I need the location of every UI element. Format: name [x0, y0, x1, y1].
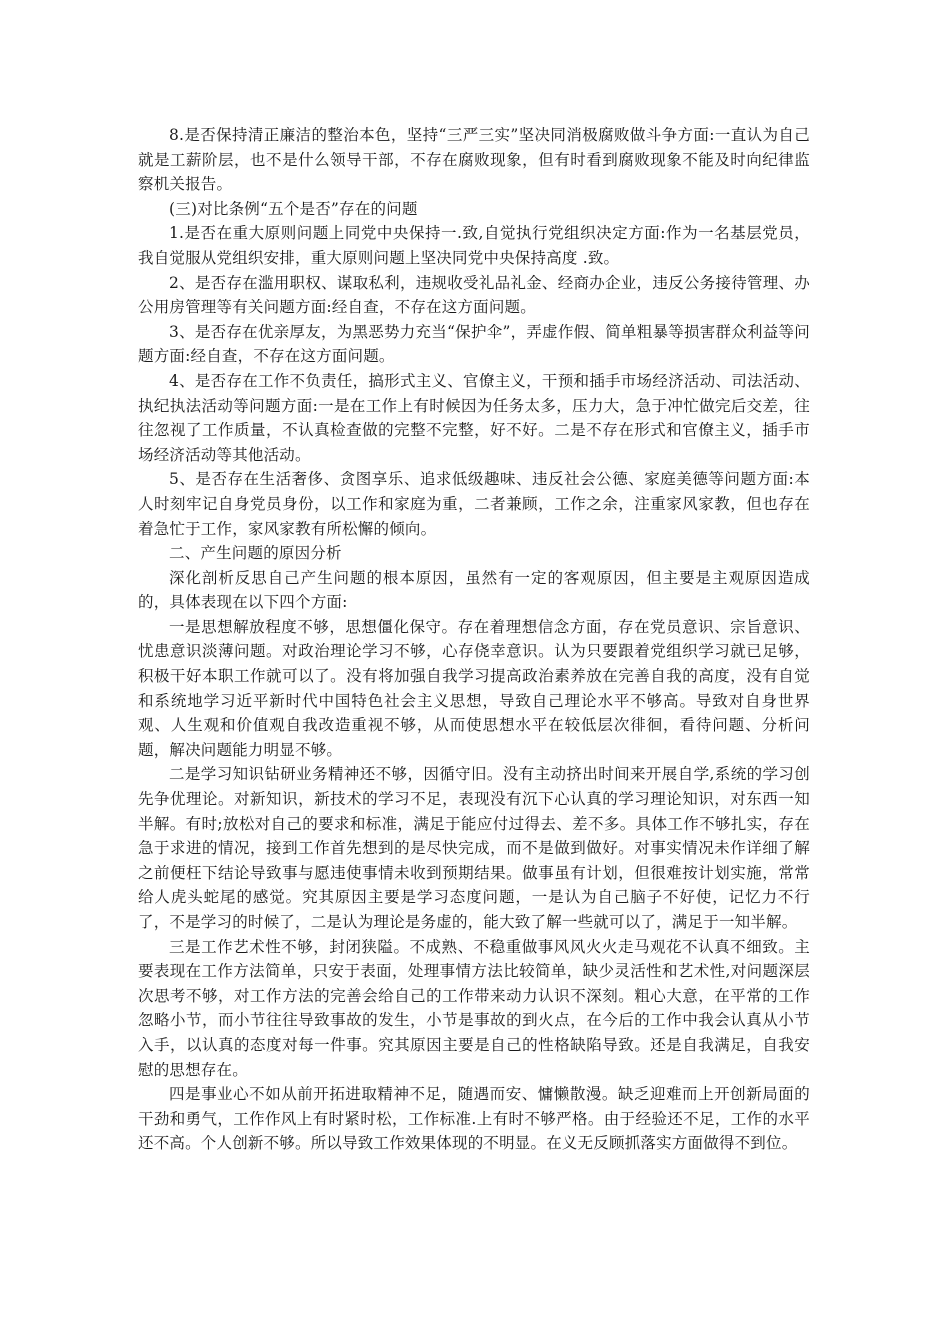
paragraph-item-2-power: 2、是否存在滥用职权、谋取私利，违规收受礼品礼金、经商办企业，违反公务接待管理、办公用房管理等有关问题方面:经自查，不存在这方面问题。: [138, 273, 810, 317]
paragraph-cause-1-thought: 一是思想解放程度不够，思想僵化保守。存在着理想信念方面，存在党员意识、宗旨意识、忧患意识淡薄问题。对政治理论学习不够，心存侥幸意识。认为只要跟着党组织学习就已足够，积极干好本职工作就可以了。没有将加强自我学习提高政治素养放在完善自我的高度，没有自觉和系统地学习近平新时代中国特色社会主义思想，导致自己理论水平不够高。导致对自身世界观、人生观和价值观自我改造重视不够，从而使思想水平在较低层次徘徊，看待问题、分析问题，解决问题能力明显不够。: [138, 617, 810, 759]
paragraph-cause-intro: 深化剖析反思自己产生问题的根本原因，虽然有一定的客观原因，但主要是主观原因造成的，具体表现在以下四个方面:: [138, 568, 810, 612]
paragraph-item-8-integrity: 8.是否保持清正廉洁的整治本色，坚持“三严三实”坚决同消极腐败做斗争方面:一直认为自己就是工薪阶层，也不是什么领导干部，不存在腐败现象，但有时看到腐败现象不能及时向纪律监察机关报告。: [138, 126, 810, 194]
paragraph-item-5-lifestyle: 5、是否存在生活奢侈、贪图享乐、追求低级趣味、违反社会公德、家庭美德等问题方面:本人时刻牢记自身党员身份，以工作和家庭为重，二者兼顾，工作之余，注重家风家教，但也存在着急忙于工作，家风家教有所松懈的倾向。: [138, 470, 810, 538]
paragraph-cause-3-work-art: 三是工作艺术性不够，封闭狭隘。不成熟、不稳重做事风风火火走马观花不认真不细致。主要表现在工作方法简单，只安于表面，处理事情方法比较简单，缺少灵活性和艺术性,对问题深层次思考不够，对工作方法的完善会给自己的工作带来动力认识不深刻。粗心大意，在平常的工作忽略小节，而小节往往导致事故的发生，小节是事故的到火点，在今后的工作中我会认真从小节入手，以认真的态度对每一件事。究其原因主要是自己的性格缺陷导致。还是自我满足，自我安慰的思想存在。: [138, 937, 810, 1079]
paragraph-item-1-principle: 1.是否在重大原则问题上同党中央保持一.致,自觉执行党组织决定方面:作为一名基层党员，我自觉服从党组织安排，重大原则问题上坚决同党中央保持高度 .致。: [138, 224, 810, 267]
paragraph-item-3-favoritism: 3、是否存在优亲厚友，为黑恶势力充当“保护伞”，弄虚作假、简单粗暴等损害群众利益等问题方面:经自查，不存在这方面问题。: [138, 322, 810, 366]
section-heading-five-whether: (三)对比条例“五个是否”存在的问题: [169, 199, 418, 218]
paragraph-item-4-responsibility: 4、是否存在工作不负责任，搞形式主义、官僚主义，干预和插手市场经济活动、司法活动、执纪执法活动等问题方面:一是在工作上有时候因为任务太多，压力大，急于冲忙做完后交差，往往忽视了工作质量，不认真检查做的完整不完整，好不好。二是不存在形式和官僚主义，插手市场经济活动等其他活动。: [138, 371, 810, 464]
paragraph-cause-4-dedication: 四是事业心不如从前开拓进取精神不足，随遇而安、慵懒散漫。缺乏迎难而上开创新局面的干劲和勇气，工作作风上有时紧时松，工作标准.上有时不够严格。由于经验还不足，工作的水平还不高。个人创新不够。所以导致工作效果体现的不明显。在义无反顾抓落实方面做得不到位。: [138, 1085, 810, 1153]
section-heading-cause-analysis: 二、产生问题的原因分析: [169, 544, 342, 563]
document-body: [138, 123, 810, 1156]
paragraph-cause-2-learning: 二是学习知识钻研业务精神还不够，因循守旧。没有主动挤出时间来开展自学,系统的学习创先争优理论。对新知识，新技术的学习不足，表现没有沉下心认真的学习理论知识，对东西一知半解。有时;放松对自己的要求和标准，满足于能应付过得去、差不多。具体工作不够扎实，存在急于求进的情况，接到工作首先想到的是尽快完成，而不是做到做好。对事实情况未作详细了解之前便枉下结论导致事与愿违使事情未收到预期结果。做事虽有计划，但很难按计划实施，常常给人虎头蛇尾的感觉。究其原因主要是学习态度问题，一是认为自己脑子不好使，记忆力不行了，不是学习的时候了，二是认为理论是务虚的，能大致了解一些就可以了，满足于一知半解。: [138, 765, 810, 931]
